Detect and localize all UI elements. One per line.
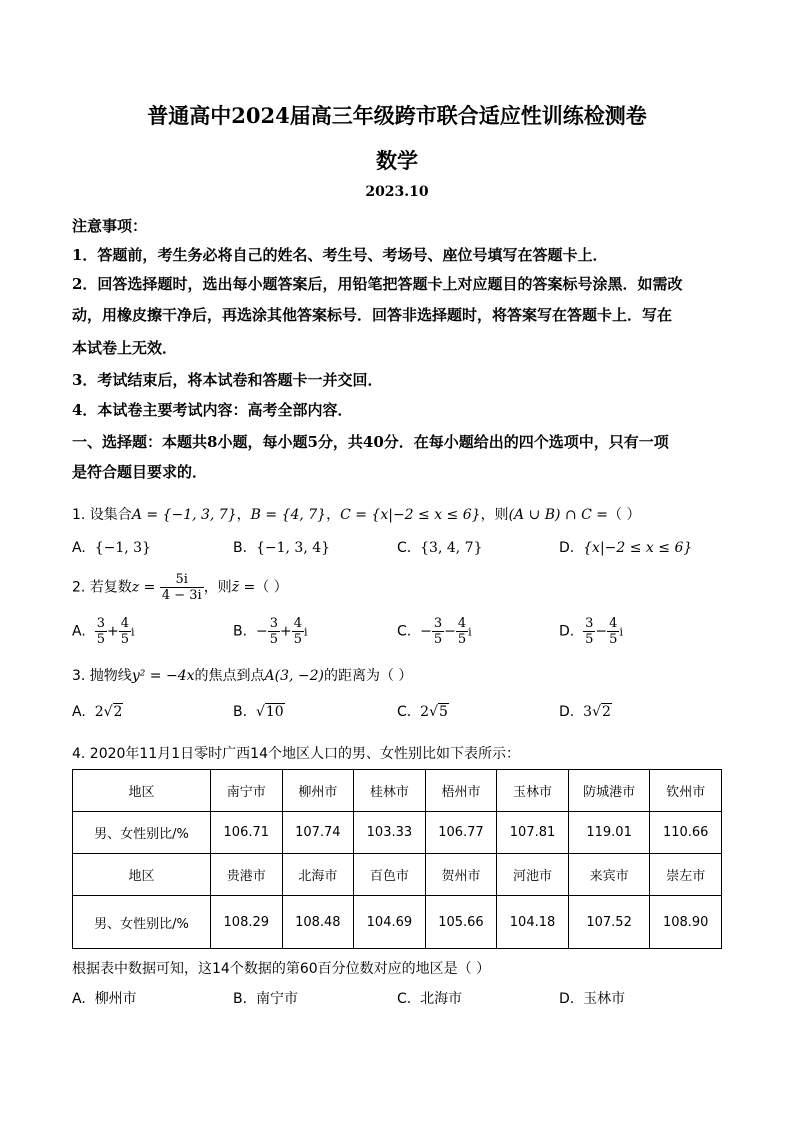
q1-option-b: B. {−1, 3, 4} (233, 540, 331, 556)
table-cell: 119.01 (568, 812, 650, 854)
q3-equation: y² = −4x (131, 668, 195, 684)
table-cell: 106.71 (211, 812, 283, 854)
table-cell: 河池市 (497, 854, 569, 896)
table-cell: 106.77 (425, 812, 497, 854)
notice-item: 1．答题前，考生务必将自己的姓名、考生号、考场号、座位号填写在答题卡上． (72, 246, 608, 264)
table-cell: 男、女性别比/% (73, 896, 211, 949)
notice-item: 动，用橡皮擦干净后，再选涂其他答案标号．回答非选择题时，将答案写在答题卡上．写在 (72, 306, 673, 324)
q1-answer-blank: （ ） (608, 507, 641, 523)
table-cell: 钦州市 (650, 770, 722, 812)
population-ratio-table (72, 769, 722, 949)
question-1-stem (72, 504, 641, 524)
section-heading: 是符合题目要求的． (72, 463, 208, 481)
q4-option-d: D. 玉林市 (559, 991, 626, 1007)
q1-sep: ， (236, 507, 251, 523)
q3-option-a: A. 2√2 (72, 704, 123, 720)
table-cell: 104.18 (497, 896, 569, 949)
q4-option-a: A. 柳州市 (72, 991, 137, 1007)
q1-option-a: A. {−1, 3} (72, 540, 151, 556)
table-cell: 男、女性别比/% (73, 812, 211, 854)
q2-answer-blank: （ ） (255, 579, 288, 596)
table-cell: 桂林市 (354, 770, 426, 812)
notice-item: 本试卷上无效． (72, 339, 178, 357)
question-4-prompt: 根据表中数据可知，这14个数据的第60百分位数对应的地区是（ ） (72, 961, 491, 977)
q1-set-c: C = {x|−2 ≤ x ≤ 6} (340, 507, 481, 523)
notice-item: 3．考试结束后，将本试卷和答题卡一并交回． (72, 371, 383, 389)
table-row (73, 770, 722, 812)
table-cell: 北海市 (282, 854, 354, 896)
q3-mid: 的焦点到点 (194, 668, 265, 684)
table-cell: 107.81 (497, 812, 569, 854)
q4-option-b: B. 南宁市 (233, 991, 298, 1007)
table-cell: 贺州市 (425, 854, 497, 896)
exam-date: 2023.10 (365, 184, 429, 200)
table-cell: 来宾市 (568, 854, 650, 896)
q3-option-b: B. √10 (233, 704, 284, 720)
q1-option-d: D. {x|−2 ≤ x ≤ 6} (559, 540, 693, 556)
question-2-stem (72, 572, 288, 603)
table-cell: 107.52 (568, 896, 650, 949)
table-cell: 梧州市 (425, 770, 497, 812)
question-3-stem (72, 665, 412, 685)
q1-sep: ， (326, 507, 341, 523)
exam-title: 普通高中2024届高三年级跨市联合适应性训练检测卷 (147, 103, 647, 128)
table-cell: 108.48 (282, 896, 354, 949)
question-4-stem: 4. 2020年11月1日零时广西14个地区人口的男、女性别比如下表所示： (72, 746, 520, 762)
table-cell: 地区 (73, 770, 211, 812)
q1-set-b: B = {4, 7} (250, 507, 327, 523)
q3-option-c: C. 2√5 (397, 704, 448, 720)
table-cell: 110.66 (650, 812, 722, 854)
q2-option-a: A. $\frac{3}{5}$ + $\frac{4}{5}$ i (72, 616, 135, 647)
q2-option-c: C. − $\frac{3}{5}$ − $\frac{4}{5}$ i (397, 616, 472, 647)
q4-option-c: C. 北海市 (397, 991, 463, 1007)
q1-option-c: C. {3, 4, 7} (397, 540, 483, 556)
table-cell: 104.69 (354, 896, 426, 949)
q2-fraction: $\frac{5i}{4 - 3i}$ (161, 572, 202, 603)
table-cell: 防城港市 (568, 770, 650, 812)
notice-item: 2．回答选择题时，选出每小题答案后，用铅笔把答题卡上对应题目的答案标号涂黑．如需改 (72, 275, 683, 293)
q2-mid: ，则 (203, 579, 232, 596)
table-cell: 103.33 (354, 812, 426, 854)
q3-prefix: 3. 抛物线 (72, 668, 132, 684)
table-cell: 崇左市 (650, 854, 722, 896)
notice-item: 4．本试卷主要考试内容：高考全部内容． (72, 401, 353, 419)
table-cell: 地区 (73, 854, 211, 896)
q1-prefix: 1. 设集合 (72, 507, 132, 523)
q1-mid: ，则 (480, 507, 509, 523)
table-cell: 南宁市 (211, 770, 283, 812)
table-cell: 百色市 (354, 854, 426, 896)
q3-point: A(3, −2) (264, 668, 324, 684)
table-row (73, 854, 722, 896)
table-cell: 玉林市 (497, 770, 569, 812)
table-row (73, 896, 722, 949)
table-cell: 105.66 (425, 896, 497, 949)
table-row (73, 812, 722, 854)
q2-option-b: B. − $\frac{3}{5}$ + $\frac{4}{5}$ i (233, 616, 308, 647)
table-cell: 贵港市 (211, 854, 283, 896)
exam-subject: 数学 (376, 148, 418, 173)
q3-suffix: 的距离为（ ） (323, 668, 413, 684)
table-cell: 柳州市 (282, 770, 354, 812)
table-cell: 107.74 (282, 812, 354, 854)
q1-set-a: A = {−1, 3, 7} (131, 507, 237, 523)
notice-heading: 注意事项： (72, 217, 148, 235)
q2-zbar: z̄ = (231, 579, 256, 596)
table-cell: 108.90 (650, 896, 722, 949)
q3-option-d: D. 3√2 (559, 704, 611, 720)
q1-expression: (A ∪ B) ∩ C = (508, 507, 609, 523)
q2-prefix: 2. 若复数 (72, 579, 132, 596)
q2-option-d: D. $\frac{3}{5}$ − $\frac{4}{5}$ i (559, 616, 623, 647)
q2-z: z = (131, 579, 156, 596)
table-cell: 108.29 (211, 896, 283, 949)
section-heading: 一、选择题：本题共8小题，每小题5分，共40分．在每小题给出的四个选项中，只有一项 (72, 433, 669, 451)
